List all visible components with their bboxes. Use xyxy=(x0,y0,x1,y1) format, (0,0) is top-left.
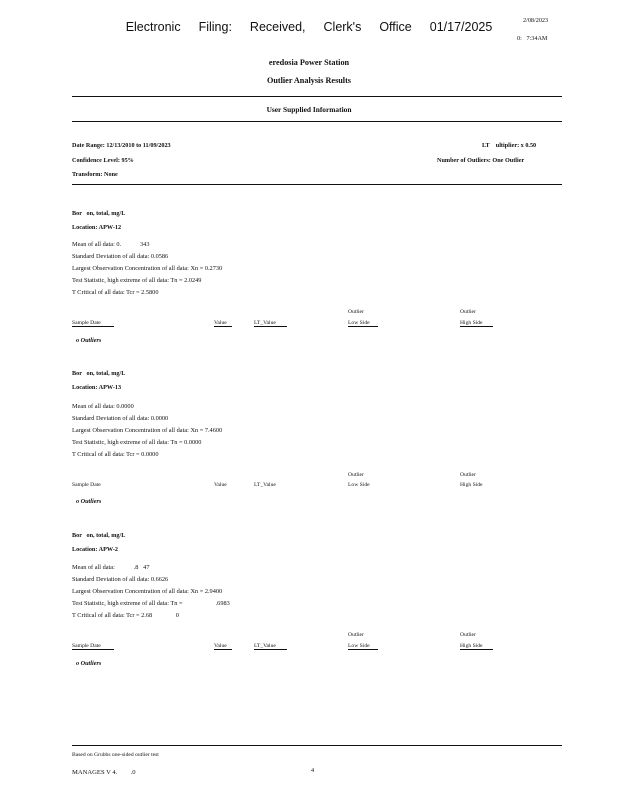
header-low-side: Low Side xyxy=(348,320,378,327)
location-label: Location: APW-2 xyxy=(72,546,119,553)
header-lt-value: LT_Value xyxy=(254,482,276,488)
header-sample-date: Sample Date xyxy=(72,643,114,650)
std-stat: Standard Deviation of all data: 0.0586 xyxy=(72,253,169,260)
std-stat: Standard Deviation of all data: 0.0000 xyxy=(72,415,169,422)
footer-note: Based on Grubbs one-sided outlier test xyxy=(72,752,159,758)
header-sample-date: Sample Date xyxy=(72,320,114,327)
header-outlier: Outlier xyxy=(460,309,476,315)
header-outlier: Outlier xyxy=(348,472,364,478)
print-time: 0: 7:34AM xyxy=(517,35,548,42)
header-lt-value: LT_Value xyxy=(254,643,287,650)
mean-stat: Mean of all data: 0.0000 xyxy=(72,403,134,410)
parameter-name: Bor on, total, mg/L xyxy=(72,210,126,217)
mean-stat: Mean of all data: 0. 343 xyxy=(72,241,150,248)
header-high-side: High Side xyxy=(460,643,493,650)
test-stat: Test Statistic, high extreme of all data: Tn = 2.0249 xyxy=(72,277,202,284)
header-value: Value xyxy=(214,320,232,327)
stamp-part: 01/17/2025 xyxy=(429,20,493,34)
header-outlier: Outlier xyxy=(348,309,364,315)
station-name: eredosia Power Station xyxy=(268,58,350,67)
parameter-name: Bor on, total, mg/L xyxy=(72,370,126,377)
header-low-side: Low Side xyxy=(348,643,378,650)
header-outlier: Outlier xyxy=(460,632,476,638)
no-outliers-label: o Outliers xyxy=(76,498,102,505)
header-outlier: Outlier xyxy=(348,632,364,638)
software-version: MANAGES V 4. .0 xyxy=(72,769,136,776)
largest-stat: Largest Observation Concentration of all data: Xn = 0.2730 xyxy=(72,265,223,272)
date-range: Date Range: 12/13/2010 to 11/09/2023 xyxy=(72,142,171,149)
section-title: User Supplied Information xyxy=(266,105,352,114)
no-outliers-label: o Outliers xyxy=(76,337,102,344)
tcrit-stat: T Critical of all data: Tcr = 0.0000 xyxy=(72,451,159,458)
mean-stat: Mean of all data: .8 47 xyxy=(72,564,150,571)
header-high-side: High Side xyxy=(460,482,483,488)
largest-stat: Largest Observation Concentration of all data: Xn = 7.4600 xyxy=(72,427,223,434)
divider xyxy=(72,184,562,185)
location-label: Location: APW-12 xyxy=(72,224,122,231)
number-of-outliers: Number of Outliers: One Outlier xyxy=(437,157,525,164)
divider xyxy=(72,96,562,97)
test-stat: Test Statistic, high extreme of all data: Tn = .6983 xyxy=(72,600,230,607)
stamp-part: Electronic xyxy=(125,20,181,34)
stamp-part: Filing: xyxy=(198,20,232,34)
lt-multiplier: LT ultiplier: x 0.50 xyxy=(482,142,537,149)
header-value: Value xyxy=(214,643,232,650)
header-low-side: Low Side xyxy=(348,482,370,488)
std-stat: Standard Deviation of all data: 0.6626 xyxy=(72,576,169,583)
report-title: Outlier Analysis Results xyxy=(266,76,351,85)
largest-stat: Largest Observation Concentration of all data: Xn = 2.9400 xyxy=(72,588,223,595)
divider xyxy=(72,121,562,122)
no-outliers-label: o Outliers xyxy=(76,660,102,667)
parameter-name: Bor on, total, mg/L xyxy=(72,532,126,539)
header-sample-date: Sample Date xyxy=(72,482,101,488)
location-label: Location: APW-13 xyxy=(72,384,122,391)
header-outlier: Outlier xyxy=(460,472,476,478)
stamp-part: Clerk's xyxy=(323,20,362,34)
header-high-side: High Side xyxy=(460,320,493,327)
transform: Transform: None xyxy=(72,171,118,178)
tcrit-stat: T Critical of all data: Tcr = 2.5800 xyxy=(72,289,159,296)
footer-divider xyxy=(72,745,562,746)
tcrit-stat: T Critical of all data: Tcr = 2.68 0 xyxy=(72,612,179,619)
header-lt-value: LT_Value xyxy=(254,320,287,327)
page-number: 4 xyxy=(311,767,315,774)
header-value: Value xyxy=(214,482,227,488)
confidence-level: Confidence Level: 95% xyxy=(72,157,134,164)
test-stat: Test Statistic, high extreme of all data: Tn = 0.0000 xyxy=(72,439,202,446)
print-date: 2/08/2023 xyxy=(523,17,549,24)
stamp-part: Office xyxy=(379,20,412,34)
stamp-part: Received, xyxy=(249,20,306,34)
